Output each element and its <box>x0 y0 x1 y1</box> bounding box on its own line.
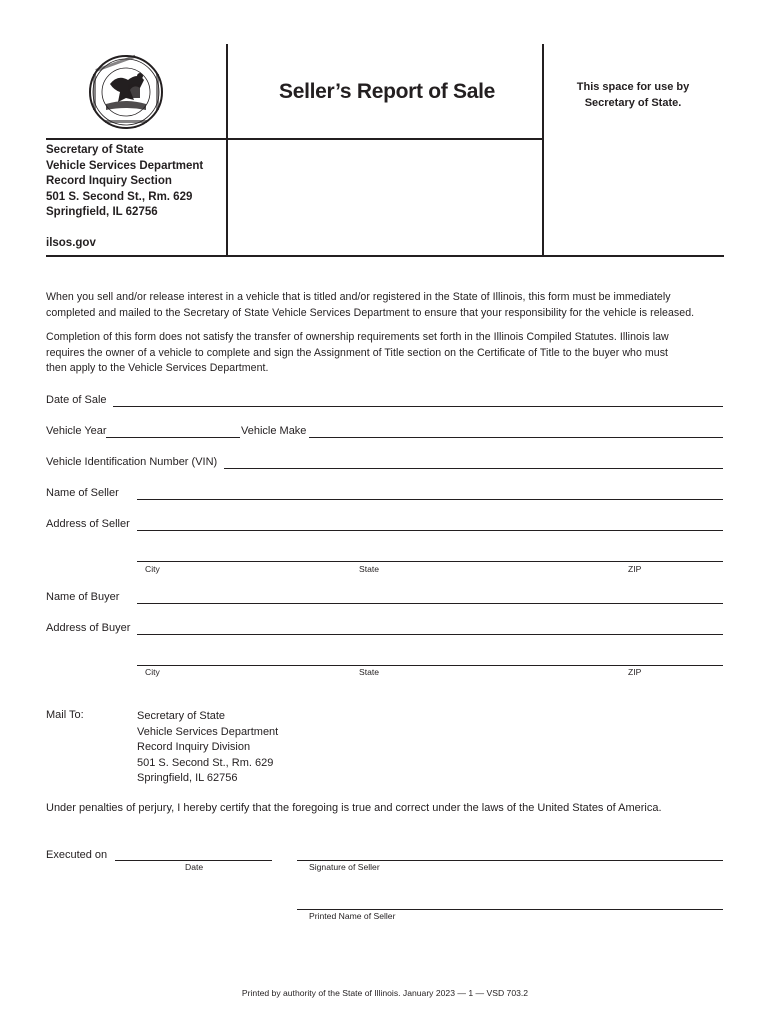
intro-line: completed and mailed to the Secretary of State Vehicle Services Department to ensure that your responsibility for the vehicle is released. <box>46 306 695 319</box>
seller-signature-field[interactable] <box>297 860 723 861</box>
mail-line: Vehicle Services Department <box>137 725 279 738</box>
intro-line: requires the owner of a vehicle to complete and sign the Assignment of Title section on the Certificate of Title to the buyer who must <box>46 346 669 359</box>
buyer-state-label: State <box>359 667 380 677</box>
header-divider-left <box>226 44 228 256</box>
certification-statement: Under penalties of perjury, I hereby certify that the foregoing is true and correct under the laws of the United States of America. <box>46 802 662 814</box>
mail-line: 501 S. Second St., Rm. 629 <box>137 756 274 769</box>
agency-line: Secretary of State <box>46 144 144 156</box>
agency-line: Record Inquiry Section <box>46 175 172 188</box>
seller-state-label: State <box>359 564 380 574</box>
executed-on-label: Executed on <box>46 849 108 861</box>
mail-line: Secretary of State <box>137 710 226 722</box>
intro-line: Completion of this form does not satisfy the transfer of ownership requirements set forth in the Illinois Compiled Statutes. Illinois law <box>46 331 669 343</box>
executed-date-field[interactable] <box>115 860 272 861</box>
buyer-city-label: City <box>145 667 160 677</box>
printed-name-caption: Printed Name of Seller <box>309 911 396 921</box>
vehicle-year-label: Vehicle Year <box>46 425 107 437</box>
vin-field[interactable] <box>224 468 723 469</box>
buyer-address-field[interactable] <box>137 634 723 635</box>
date-caption: Date <box>185 862 204 872</box>
mail-line: Record Inquiry Division <box>137 741 251 754</box>
form-title: Seller’s Report of Sale <box>278 80 495 103</box>
buyer-zip-label: ZIP <box>628 667 642 677</box>
mail-line: Springfield, IL 62756 <box>137 772 238 785</box>
mail-to-label: Mail To: <box>46 709 84 721</box>
agency-line: Springfield, IL 62756 <box>46 206 158 219</box>
intro-paragraph-1 <box>46 290 726 321</box>
seller-name-field[interactable] <box>137 499 723 500</box>
intro-line: then apply to the Vehicle Services Department. <box>46 362 269 375</box>
buyer-name-label: Name of Buyer <box>46 591 120 603</box>
agency-line: 501 S. Second St., Rm. 629 <box>46 190 193 203</box>
date-of-sale-field[interactable] <box>113 406 723 407</box>
mailing-address <box>137 709 278 787</box>
seller-city-state-zip-field[interactable] <box>137 561 723 562</box>
signature-of-seller-caption: Signature of Seller <box>309 862 380 872</box>
buyer-address-label: Address of Buyer <box>46 622 131 634</box>
agency-line: Vehicle Services Department <box>46 159 204 172</box>
website-link[interactable]: ilsos.gov <box>46 237 96 249</box>
vehicle-make-field[interactable] <box>309 437 723 438</box>
seller-zip-label: ZIP <box>628 564 642 574</box>
header-divider-right <box>542 44 544 256</box>
intro-paragraph-2 <box>46 330 726 377</box>
buyer-name-field[interactable] <box>137 603 723 604</box>
footer-note: Printed by authority of the State of Illinois. January 2023 — 1 — VSD 703.2 <box>241 988 529 998</box>
header-divider-middle <box>46 138 544 140</box>
vehicle-make-label: Vehicle Make <box>241 425 307 437</box>
office-use-label-line2: Secretary of State. <box>584 97 682 109</box>
seller-name-label: Name of Seller <box>46 487 119 499</box>
illinois-state-seal-icon <box>88 54 164 130</box>
vehicle-year-field[interactable] <box>106 437 240 438</box>
date-of-sale-label: Date of Sale <box>46 394 107 406</box>
seller-address-field[interactable] <box>137 530 723 531</box>
buyer-city-state-zip-field[interactable] <box>137 665 723 666</box>
printed-name-field[interactable] <box>297 909 723 910</box>
office-use-box <box>548 79 718 111</box>
office-use-label-line1: This space for use by <box>576 81 690 93</box>
seller-city-label: City <box>145 564 160 574</box>
header-bottom-rule <box>46 255 724 257</box>
intro-line: When you sell and/or release interest in a vehicle that is titled and/or registered in the State of Illinois, this form must be immediately <box>46 291 671 303</box>
vin-label: Vehicle Identification Number (VIN) <box>46 456 218 468</box>
seller-address-label: Address of Seller <box>46 518 130 530</box>
agency-address <box>46 143 203 221</box>
